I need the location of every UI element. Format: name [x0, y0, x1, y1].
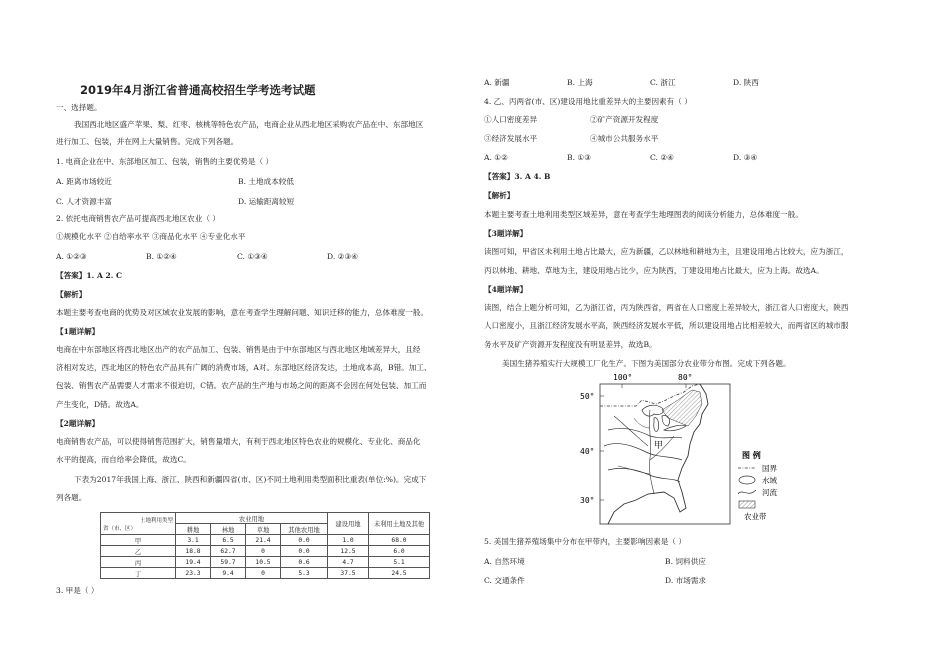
detail-text: 水平的提高，而自给率会降低，故选C。 [56, 455, 191, 464]
question-4-item: ①人口密度差异 [484, 115, 538, 124]
paper-title: 2019年4月浙江省普通高校招生学考选考试题 [80, 83, 316, 97]
question-4: 4. 乙、丙两省(市、区)建设用地比重差异大的主要因素有（ ） [484, 97, 692, 106]
detail-text: 读图可知，甲省区未利用土地占比最大，应为新疆，乙以林地和耕地为主，且建设用地占比较大，应为浙江， [484, 247, 849, 256]
option-d: D. 陕西 [733, 78, 759, 87]
option-a: A. 新疆 [484, 78, 510, 87]
option-c: C. 交通条件 [484, 576, 525, 585]
detail-text: 包装、销售农产品需要人才需求不很迫切，C错。农产品的生产地与市场之间的距离不会因在何处包装、加工而 [56, 381, 427, 390]
lat-label-30: 30° [580, 496, 595, 505]
option-d: D. ③④ [733, 153, 758, 162]
lat-label-50: 50° [580, 392, 595, 401]
header-unused: 未利用土地及其他 [369, 513, 430, 535]
detail-heading-2: 【2题详解】 [56, 419, 100, 428]
detail-text: 电商销售农产品，可以使得销售范围扩大，销售量增大，有利于西北地区特色农业的规模化、专业化、商品化 [56, 437, 421, 446]
table-intro: 列各题。 [56, 493, 87, 502]
option-b: B. ①③ [567, 153, 592, 162]
legend-belt-icon [739, 501, 755, 508]
question-2: 2. 依托电商销售农产品可提高西北地区农业（ ） [56, 214, 220, 223]
detail-text: 产生变化，D错。故选A。 [56, 400, 144, 409]
option-c: C. ②④ [650, 153, 674, 162]
table-row: 丁 23.3 9.4 0 5.3 37.5 24.5 [101, 568, 430, 579]
option-b: B. 土地成本较低 [238, 177, 294, 186]
us-agriculture-belt-map [578, 370, 822, 530]
header-build: 建设用地 [328, 513, 369, 535]
detail-text: 丙以林地、耕地、草地为主，建设用地占比少，应为陕西，丁建设用地占比最大，应为上海。故选A。 [484, 266, 824, 275]
option-c: C. 人才资源丰富 [56, 197, 112, 206]
option-c: C. ①③④ [237, 252, 268, 261]
question-4-item: ②矿产资源开发程度 [590, 115, 659, 124]
detail-text: 电商在中东部地区将西北地区出产的农产品加工、包装、销售是由于中东部地区与西北地区地域差异大，且经 [56, 345, 421, 354]
header-col: 耕地 [176, 524, 211, 535]
question-1: 1. 电商企业在中、东部地区加工、包装，销售的主要优势是（ ） [56, 157, 274, 166]
analysis-text: 本题主要考查土地利用类型区域差异，意在考查学生地理图表的阅读分析能力，总体难度一般。 [484, 210, 803, 219]
option-d: D. 运输距离较短 [238, 197, 295, 206]
header-col: 草地 [246, 524, 281, 535]
map-frame [600, 384, 730, 524]
legend-border-label: 国界 [762, 464, 777, 473]
lon-label-80: 80° [678, 373, 693, 382]
answer: 【答案】3. A 4. B [484, 172, 551, 181]
option-a: A. 自然环境 [484, 557, 525, 566]
section-heading: 一、选择题。 [56, 103, 102, 112]
question-5: 5. 美国生猪养殖场集中分布在甲带内，主要影响因素是（ ） [484, 537, 686, 546]
legend-belt-label: 农业带 [744, 512, 767, 521]
detail-text: 济相对发达，西北地区的特色农产品具有广阔的消费市场，A对。东部地区经济发达，土地成本高，B错。加工、 [56, 363, 432, 372]
header-agri: 农业用地 [176, 513, 328, 524]
table-intro: 下表为2017年我国上海、浙江、陕西和新疆四省(市、区)不同土地利用类型面积比重表(单位:%)。完成下 [74, 475, 427, 484]
table-row: 乙 18.8 62.7 0 0.0 12.5 6.0 [101, 546, 430, 557]
legend-title: 图 例 [742, 451, 761, 460]
legend-river-label: 河流 [762, 488, 777, 497]
option-d: D. 市场需求 [665, 576, 707, 585]
header-col: 其他农用地 [281, 524, 328, 535]
detail-text: 务水平及矿产资源开发程度没有明显差异，故选B。 [484, 340, 657, 349]
option-b: B. 饲料供应 [665, 557, 706, 566]
table-corner: 土地利用类型 省（市、区） [101, 513, 176, 535]
question-4-item: ③经济发展水平 [484, 134, 538, 143]
analysis-text: 本题主要考查电商的优势及对区域农业发展的影响，意在考查学生理解问题、知识迁移的能力，总体难度一般。 [56, 308, 429, 317]
legend-water-label: 水域 [762, 476, 777, 485]
question-4-item: ④城市公共服务水平 [590, 134, 659, 143]
table-row: 丙 19.4 59.7 10.5 0.6 4.7 5.1 [101, 557, 430, 568]
option-a: A. 距离市场较近 [56, 177, 112, 186]
option-b: B. ①②④ [146, 252, 177, 261]
land-use-table [100, 512, 430, 579]
answer: 【答案】1. A 2. C [56, 271, 123, 280]
detail-text: 读图，结合上题分析可知，乙为浙江省，丙为陕西省，两省在人口密度上差异较大，浙江省人口密度大，陕西 [484, 303, 849, 312]
header-col: 林地 [211, 524, 246, 535]
lat-label-40: 40° [580, 447, 595, 456]
table-row: 甲 3.1 6.5 21.4 0.0 1.0 68.0 [101, 535, 430, 546]
lake-michigan [654, 418, 659, 432]
lon-label-100: 100° [613, 373, 633, 382]
legend-river-icon [738, 490, 756, 494]
intro-line: 我国西北地区盛产苹果、梨、红枣、核桃等特色农产品，电商企业从西北地区采购农产品在中、东部地区 [74, 120, 424, 129]
belt-label-jia: 甲 [654, 441, 664, 451]
option-d: D. ②③④ [327, 252, 359, 261]
detail-heading-1: 【1题详解】 [56, 327, 100, 336]
detail-text: 人口密度小，且浙江经济发展水平高，陕西经济发展水平低，所以建设用地占比相差较大，而两省区的城市服 [484, 321, 849, 330]
option-c: C. 浙江 [650, 78, 676, 87]
intro-line: 进行加工、包装，并在网上大量销售。完成下列各题。 [56, 137, 239, 146]
question-2-items: ①规模化水平 ②自给率水平 ③商品化水平 ④专业化水平 [56, 232, 246, 241]
analysis-heading: 【解析】 [484, 191, 515, 200]
question-3: 3. 甲是（ ） [56, 586, 99, 595]
map-intro: 美国生猪养殖实行大规模工厂化生产。下图为美国部分农业带分布图。完成下列各题。 [502, 359, 791, 368]
detail-heading-4: 【4题详解】 [484, 285, 528, 294]
analysis-heading: 【解析】 [56, 290, 87, 299]
option-a: A. ①②③ [56, 252, 87, 261]
option-a: A. ①② [484, 153, 508, 162]
detail-heading-3: 【3题详解】 [484, 229, 528, 238]
legend-water-icon [739, 476, 755, 484]
option-b: B. 上海 [567, 78, 593, 87]
